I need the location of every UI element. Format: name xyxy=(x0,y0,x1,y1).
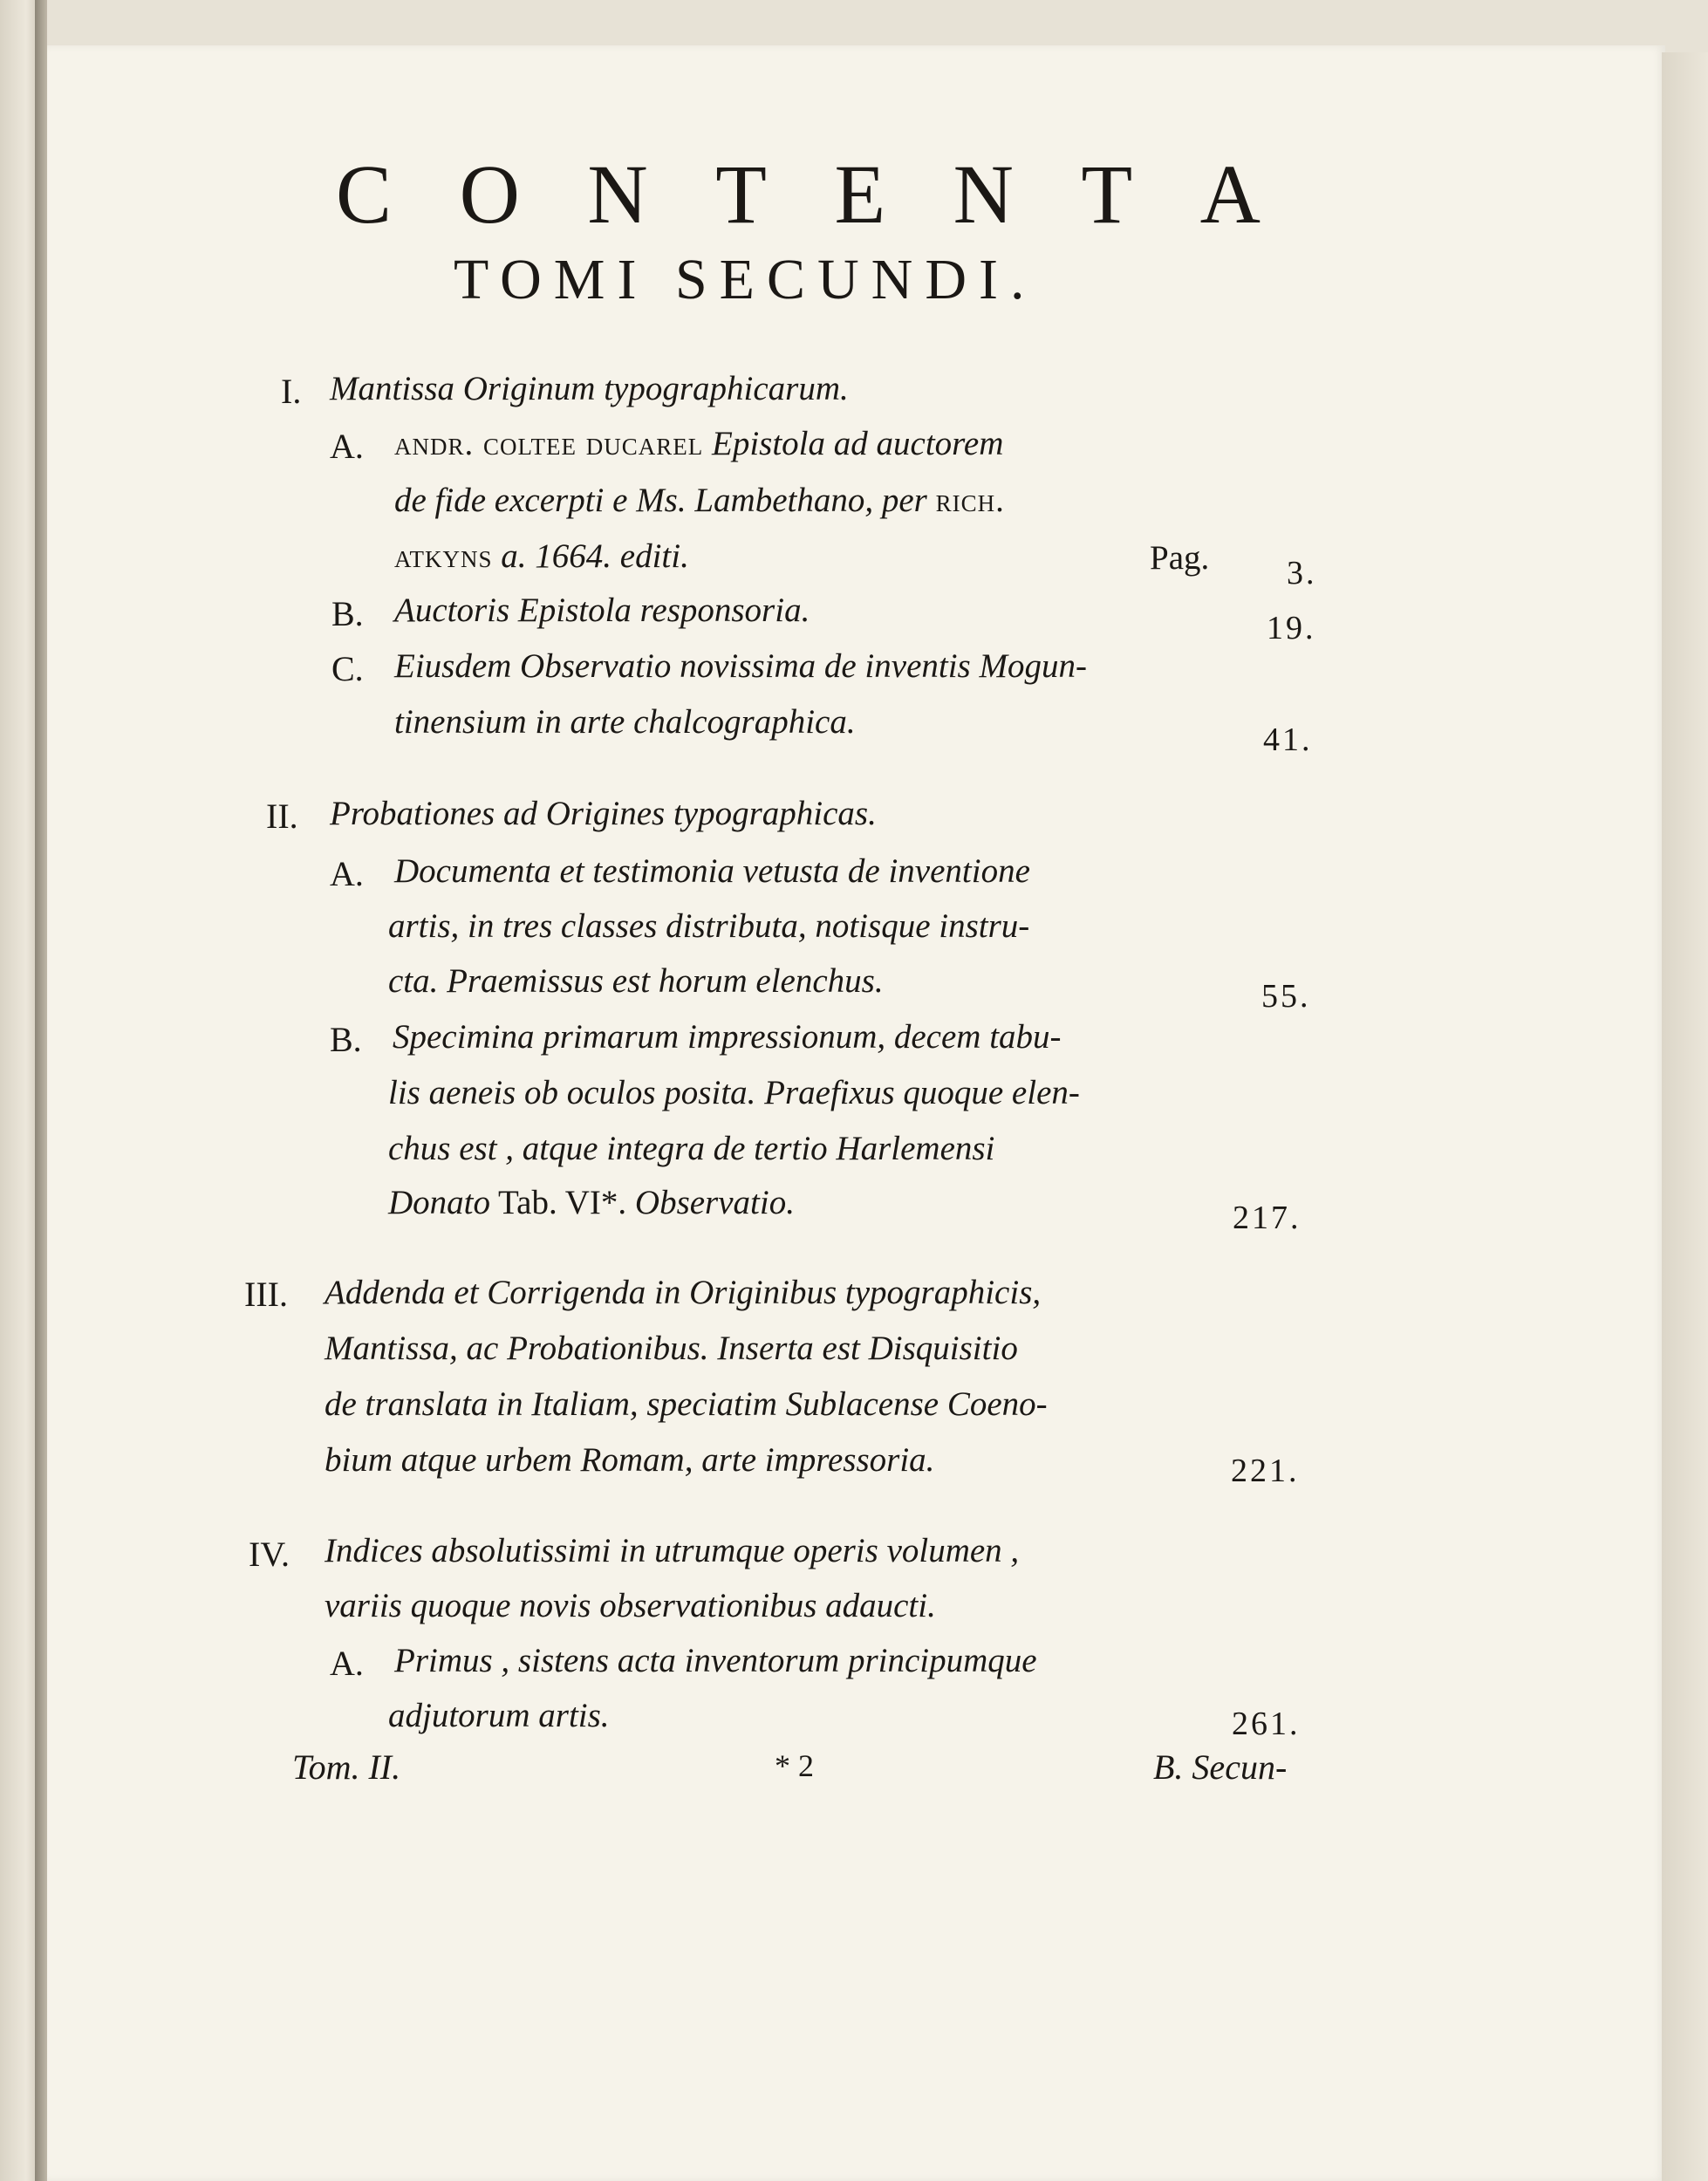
volume-marker: Tom. II. xyxy=(292,1747,401,1787)
entry-text-line: de translata in Italiam, speciatim Sublacense Coeno- xyxy=(325,1385,1048,1423)
page-subtitle: TOMI SECUNDI. xyxy=(454,248,1037,311)
author-name: rich. xyxy=(935,482,1005,519)
title-letter: N xyxy=(587,147,648,241)
entry-text-line xyxy=(394,423,1003,465)
entry-text-line: Indices absolutissimi in utrumque operis volumen , xyxy=(325,1532,1020,1569)
title-letter: N xyxy=(953,147,1014,241)
page-number: 55. xyxy=(1261,978,1311,1015)
page-title xyxy=(336,147,1261,241)
section-numeral: I. xyxy=(281,372,302,411)
entry-text-line xyxy=(388,1182,795,1224)
page-number: 3. xyxy=(1287,555,1317,591)
entry-letter: A. xyxy=(330,427,364,466)
entry-text-line: tinensium in arte chalcographica. xyxy=(394,703,856,741)
page-number: 217. xyxy=(1233,1200,1301,1236)
plate-reference: Tab. VI*. xyxy=(498,1184,627,1221)
title-letter: O xyxy=(459,147,520,241)
title-letter: T xyxy=(1081,147,1133,241)
entry-text-line: Addenda et Corrigenda in Originibus typographicis, xyxy=(325,1274,1042,1311)
author-name: andr. coltee ducarel xyxy=(394,425,704,462)
catchword xyxy=(1153,1747,1287,1788)
entry-text-line: bium atque urbem Romam, arte impressoria. xyxy=(325,1441,935,1479)
entry-letter: B. xyxy=(331,594,364,633)
title-letter: E xyxy=(834,147,886,241)
catchword-text: B. Secun- xyxy=(1153,1747,1288,1787)
entry-title: Epistola ad auctorem xyxy=(712,425,1004,462)
section-heading: Mantissa Originum typographicarum. xyxy=(330,370,849,407)
page-number: 221. xyxy=(1231,1453,1300,1489)
entry-text: a. 1664. editi. xyxy=(501,537,689,575)
section-numeral: IV. xyxy=(249,1535,290,1574)
entry-text: Donato xyxy=(388,1184,490,1221)
entry-text-line: Eiusdem Observatio novissima de inventis Mogun- xyxy=(394,647,1087,685)
entry-text-line: artis, in tres classes distributa, notisque instru- xyxy=(388,907,1030,945)
entry-text-line: Documenta et testimonia vetusta de inventione xyxy=(394,852,1030,890)
section-numeral: III. xyxy=(244,1275,288,1314)
author-name: atkyns xyxy=(394,537,493,575)
entry-text-line: lis aeneis ob oculos posita. Praefixus quoque elen- xyxy=(388,1074,1080,1111)
entry-text-line xyxy=(394,536,689,578)
entry-letter: A. xyxy=(330,1644,364,1683)
page-number: 261. xyxy=(1232,1706,1301,1742)
title-letter: A xyxy=(1199,147,1261,241)
entry-text: Observatio. xyxy=(634,1184,795,1221)
signature-mark: * 2 xyxy=(775,1748,814,1783)
page-number: 41. xyxy=(1263,721,1313,758)
title-letter: T xyxy=(715,147,767,241)
entry-letter: A. xyxy=(330,854,364,893)
entry-text-line: Mantissa, ac Probationibus. Inserta est Disquisitio xyxy=(325,1330,1018,1367)
entry-text-line: adjutorum artis. xyxy=(388,1697,610,1734)
entry-text-line xyxy=(394,480,1005,522)
entry-text-line: Specimina primarum impressionum, decem tabu- xyxy=(393,1018,1062,1056)
section-heading: Probationes ad Origines typographicas. xyxy=(330,795,877,832)
entry-text-line: variis quoque novis observationibus adaucti. xyxy=(325,1587,936,1624)
entry-text-line: Primus , sistens acta inventorum principumque xyxy=(394,1642,1037,1679)
pag-label: Pag. xyxy=(1150,539,1210,577)
section-numeral: II. xyxy=(266,797,298,836)
title-letter: C xyxy=(336,147,393,241)
entry-text-line: cta. Praemissus est horum elenchus. xyxy=(388,962,884,1000)
page-number: 19. xyxy=(1267,610,1316,646)
entry-text-line: Auctoris Epistola responsoria. xyxy=(394,591,810,629)
entry-letter: C. xyxy=(331,649,364,688)
entry-text-line: chus est , atque integra de tertio Harlemensi xyxy=(388,1130,995,1167)
entry-letter: B. xyxy=(330,1020,362,1059)
entry-text: de fide excerpti e Ms. Lambethano, per xyxy=(394,482,927,519)
